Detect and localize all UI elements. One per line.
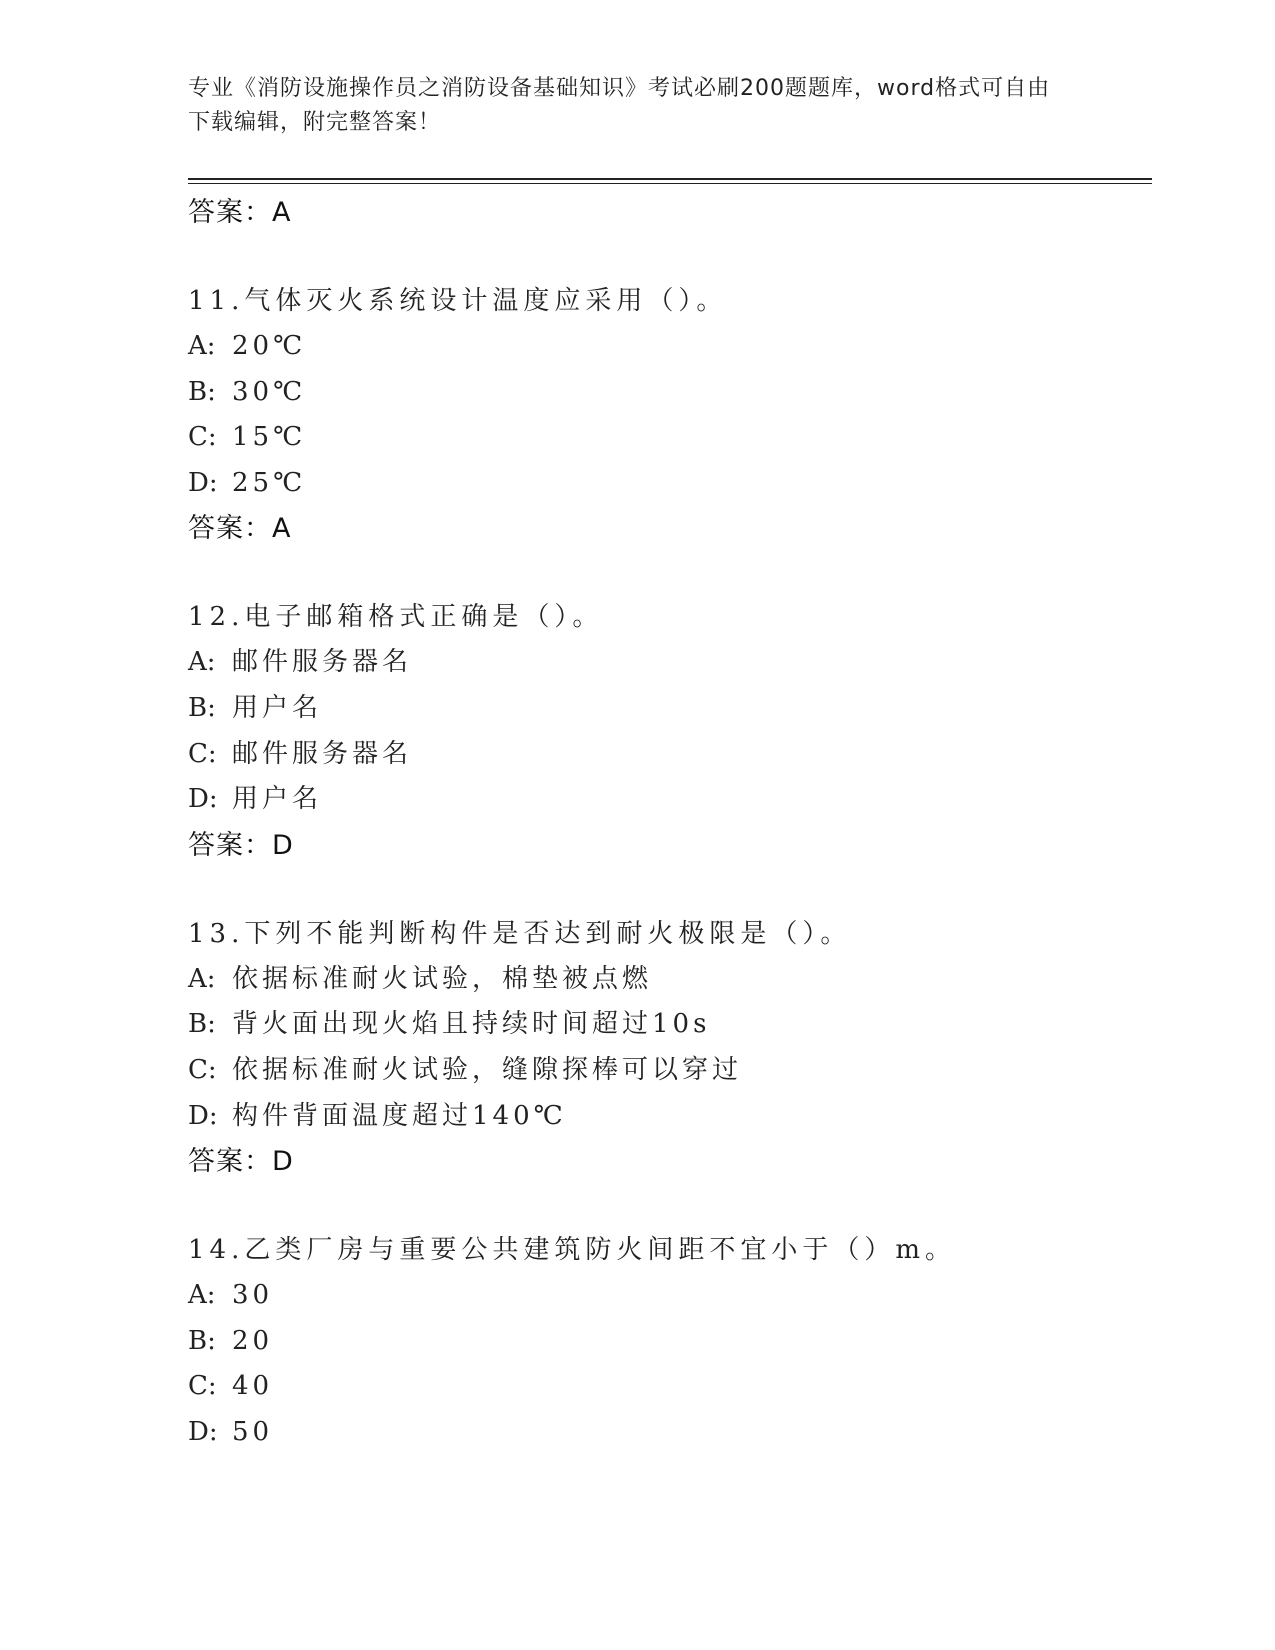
answer-line: 答案：A [188, 513, 292, 545]
document-header: 专业《消防设施操作员之消防设备基础知识》考试必刷200题题库，word格式可自由下载编辑，附完整答案！ [188, 76, 1051, 135]
option-letter: B: [188, 376, 216, 407]
option-letter: C: [188, 738, 217, 769]
option-letter: A: [188, 1280, 216, 1311]
option-text: 30℃ [232, 376, 307, 407]
question-text: 11.气体灭火系统设计温度应采用（）。 [188, 286, 728, 316]
option-letter: D: [188, 1416, 218, 1447]
option-d [188, 1094, 1152, 1140]
option-letter: C: [188, 422, 217, 453]
option-text: 25℃ [232, 467, 307, 498]
option-c [188, 1048, 1152, 1094]
option-letter: C: [188, 1054, 217, 1085]
option-letter: D: [188, 467, 218, 498]
option-b [188, 1319, 1152, 1365]
question-list [188, 190, 1152, 1456]
option-text: 30 [232, 1280, 274, 1311]
option-b [188, 370, 1152, 416]
question-text: 14.乙类厂房与重要公共建筑防火间距不宜小于（）m。 [188, 1235, 957, 1266]
option-letter: B: [188, 692, 216, 723]
option-b [188, 686, 1152, 732]
spacer [188, 869, 1152, 911]
question-block-11 [188, 278, 1152, 552]
option-text: 用户名 [232, 692, 323, 723]
option-text: 20 [232, 1325, 274, 1356]
answer-line: 答案：D [188, 829, 294, 861]
option-a [188, 640, 1152, 686]
option-a [188, 957, 1152, 1003]
option-text: 40 [232, 1371, 274, 1402]
option-text: 20℃ [232, 331, 307, 361]
option-letter: B: [188, 1325, 216, 1356]
option-text: 用户名 [232, 784, 323, 815]
spacer [188, 552, 1152, 594]
option-text: 50 [232, 1416, 274, 1447]
spacer [188, 1185, 1152, 1227]
option-a [188, 324, 1152, 370]
option-text: 构件背面温度超过140℃ [232, 1100, 567, 1131]
option-letter: B: [188, 1009, 216, 1040]
header-divider-thin [188, 183, 1152, 184]
option-d [188, 461, 1152, 507]
option-text: 背火面出现火焰且持续时间超过10s [232, 1009, 711, 1040]
spacer [188, 236, 1152, 278]
option-c [188, 1364, 1152, 1410]
option-letter: D: [188, 784, 218, 815]
option-c [188, 415, 1152, 461]
answer-line: 答案：D [188, 1146, 294, 1178]
option-text: 邮件服务器名 [232, 647, 413, 678]
option-text: 依据标准耐火试验，缝隙探棒可以穿过 [232, 1054, 743, 1085]
option-letter: C: [188, 1371, 217, 1402]
option-d [188, 1410, 1152, 1456]
question-block-14 [188, 1227, 1152, 1455]
option-letter: A: [188, 331, 216, 361]
option-text: 15℃ [232, 422, 307, 453]
option-letter: D: [188, 1100, 218, 1131]
question-text: 12.电子邮箱格式正确是（）。 [188, 602, 604, 633]
question-text: 13.下列不能判断构件是否达到耐火极限是（）。 [188, 918, 852, 949]
option-letter: A: [188, 647, 216, 678]
option-text: 邮件服务器名 [232, 738, 413, 769]
option-b [188, 1002, 1152, 1048]
header-divider-thick [188, 178, 1152, 180]
option-a [188, 1273, 1152, 1319]
option-d [188, 777, 1152, 823]
question-block-13 [188, 911, 1152, 1185]
question-block-12 [188, 594, 1152, 868]
option-text: 依据标准耐火试验，棉垫被点燃 [232, 963, 653, 994]
option-letter: A: [188, 963, 216, 994]
option-c [188, 732, 1152, 778]
previous-answer: 答案：A [188, 197, 292, 228]
